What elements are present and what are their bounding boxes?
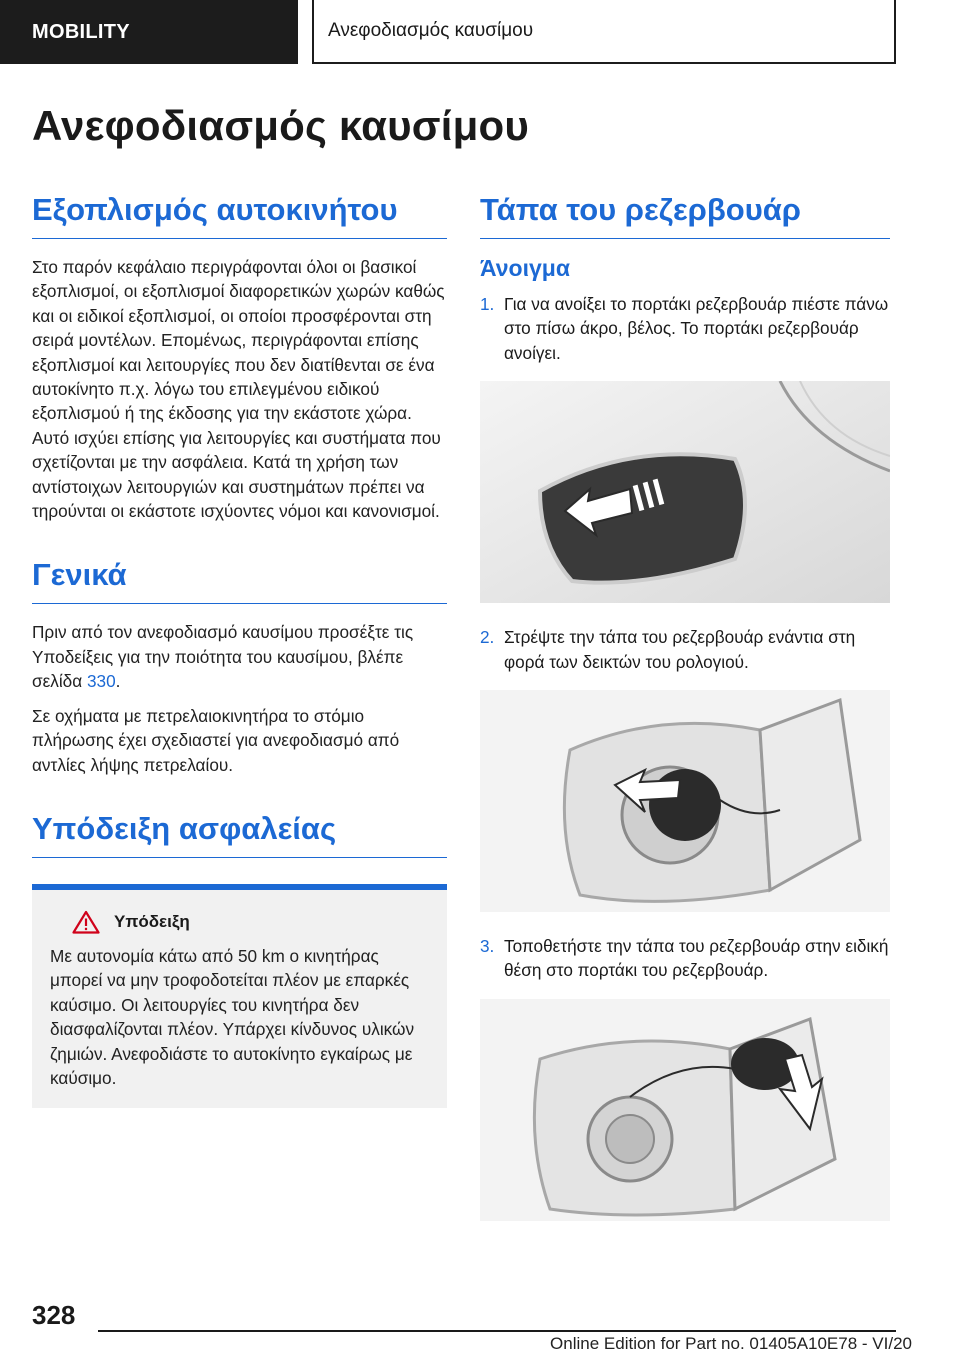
fuel-cap-turn-illustration (480, 690, 890, 912)
safety-heading: Υπόδειξη ασφαλείας (32, 811, 447, 858)
step-text: Στρέψτε την τάπα του ρεζερβουάρ ενάντια στη φορά των δεικτών του ρολογιού. (504, 627, 856, 672)
page-reference-link[interactable]: 330 (86, 671, 116, 692)
step-number: 1. (480, 294, 495, 314)
notice-title: Υπόδειξη (114, 911, 190, 931)
equipment-heading: Εξοπλισμός αυτοκινήτου (32, 192, 447, 239)
step-text: Για να ανοίξει το πορτάκι ρεζερβουάρ πιέστε πάνω στο πίσω άκρο, βέλος. Το πορτάκι ρεζερβουάρ ανοίγει. (504, 294, 889, 363)
left-column (32, 192, 447, 1108)
page-title: Ανεφοδιασμός καυσίμου (32, 102, 530, 149)
equipment-text: Στο παρόν κεφάλαιο περιγράφονται όλοι οι βασικοί εξοπλισμοί, οι εξοπλισμοί διαφορετικών χωρών καθώς και οι ειδικοί εξοπλισμοί, οι οποίοι προσφέρονται στη σειρά μοντέλων. Επομένως, περιγράφονται επίσης εξοπλισμοί και λειτουργίες που δεν διατίθενται σε ένα αυτοκίνητο π.χ. λόγω του επιλεγμένου ειδικού εξοπλισμού ή της έκδοσης για την εκάστοτε χώρα. Αυτό ισχύει επίσης για λειτουργίες και συστήματα που σχετίζονται με την ασφάλεια. Κατά τη χρήση των αντίστοιχων λειτουργιών και συστημάτων πρέπει να τηρούνται οι εκάστοτε ισχύοντες νόμοι και κανονισμοί. (32, 257, 445, 522)
opening-subheading: Άνοιγμα (480, 255, 570, 281)
general-paragraph-1 (32, 620, 447, 693)
step-number: 3. (480, 936, 495, 957)
header-chapter-label: Ανεφοδιασμός καυσίμου (312, 0, 896, 64)
warning-triangle-icon (72, 910, 100, 934)
safety-notice-box (32, 884, 447, 1108)
general-p1-text: Πριν από τον ανεφοδιασμό καυσίμου προσέξτε τις Υποδείξεις για την ποιότητα του καυσίμου, βλέπε σελίδα (32, 622, 414, 692)
notice-header (50, 910, 433, 934)
general-paragraph-2: Σε οχήματα με πετρελαιοκινητήρα το στόμιο πλήρωσης έχει σχεδιαστεί για ανεφοδιασμό από αντλίες λήψης πετρελαίου. (32, 705, 400, 775)
step-1 (480, 292, 890, 365)
general-p1-end: . (115, 671, 121, 692)
right-column (480, 192, 890, 1243)
step-3 (480, 934, 890, 983)
footer-divider (98, 1330, 896, 1332)
notice-text: Με αυτονομία κάτω από 50 km ο κινητήρας μπορεί να μην τροφοδοτείται πλέον με επαρκές καύσιμο. Οι λειτουργίες του κινητήρα δεν διασφαλίζονται πλέον. Υπάρχει κίνδυνος υλικών ζημιών. Ανεφοδιάστε το αυτοκίνητο εγκαίρως με καύσιμο. (50, 945, 415, 1088)
step-2 (480, 625, 890, 674)
figure-fuel-door-closed (480, 381, 890, 603)
step-text: Τοποθετήστε την τάπα του ρεζερβουάρ στην ειδική θέση στο πορτάκι του ρεζερβουάρ. (504, 936, 889, 981)
footer-edition-text: Online Edition for Part no. 01405A10E78 - VI/20 (550, 1334, 912, 1353)
fuel-cap-heading: Τάπα του ρεζερβουάρ (480, 192, 890, 239)
figure-fuel-cap-holder (480, 999, 890, 1221)
fuel-cap-holder-illustration (480, 999, 890, 1221)
step-number: 2. (480, 627, 495, 648)
fuel-door-closed-illustration (480, 381, 890, 603)
general-heading: Γενικά (32, 557, 447, 604)
page-number: 328 (32, 1300, 76, 1330)
header-section-label: MOBILITY (0, 0, 298, 64)
figure-fuel-cap-turn (480, 690, 890, 912)
